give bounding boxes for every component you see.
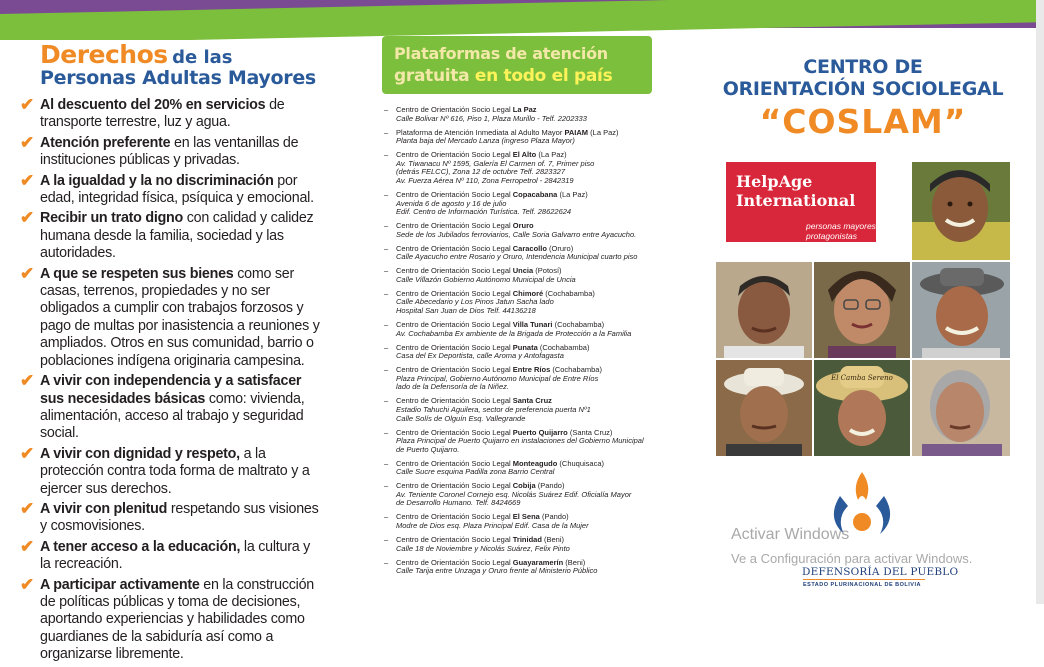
rights-title	[40, 40, 340, 89]
right-item-bold: A vivir con plenitud	[40, 500, 168, 517]
center-prefix: Centro de Orientación Socio Legal	[396, 320, 513, 329]
right-item-bold: A participar activamente	[40, 576, 200, 593]
photo-elderly-woman-smiling	[912, 162, 1010, 260]
center-place: Copacabana	[512, 189, 558, 199]
center-address: Estadio Tahuchi Aguilera, sector de preferencia puerta Nº1 Calle Solís de Olguín Esq. Vallegrande	[396, 404, 591, 423]
center-prefix: Centro de Orientación Socio Legal	[396, 396, 513, 406]
center-address: Calle Tarija entre Unzaga y Oruro frente al Ministerio Público	[396, 566, 598, 576]
center-item	[384, 191, 654, 217]
center-place: El Sena	[512, 512, 540, 522]
dash-bullet: –	[384, 189, 389, 199]
center-prefix: Centro de Orientación Socio Legal	[396, 266, 513, 276]
page-edge	[1036, 0, 1044, 604]
helpage-tag1: personas mayores	[806, 221, 876, 231]
checkmark-icon: ✔	[20, 498, 34, 518]
dash-bullet: –	[384, 105, 389, 114]
photo-elderly-woman-hat	[716, 360, 812, 456]
center-item	[384, 460, 654, 477]
center-region: (Beni)	[541, 535, 565, 544]
center-prefix: Centro de Orientación Socio Legal	[396, 481, 513, 491]
helpage-logo	[726, 162, 876, 242]
rights-title-word: Derechos	[40, 40, 168, 69]
center-prefix: Centro de Orientación Socio Legal	[396, 365, 513, 375]
checkmark-icon: ✔	[20, 443, 34, 463]
right-item	[20, 574, 322, 664]
right-item-text: por edad, integridad física, psíquica y emocional.	[40, 172, 314, 207]
dash-bullet: –	[384, 221, 389, 231]
center-place: Punata	[512, 342, 538, 352]
right-item-text: a la protección contra toda forma de maltrato y a ejercer sus derechos.	[40, 445, 310, 497]
activation-watermark-subtitle: Ve a Configuración para activar Windows.	[731, 551, 973, 566]
center-address: Calle Ayacucho entre Rosario y Oruro, Intendencia Municipal cuarto piso	[396, 252, 638, 262]
photo-elderly-woman-glasses	[814, 262, 910, 358]
right-item	[20, 97, 322, 132]
dash-bullet: –	[384, 427, 389, 437]
center-address: Plaza Principal, Gobierno Autónomo Municipal de Entre Ríos lado de la Defensoría de la Niñez.	[396, 373, 599, 392]
dash-bullet: –	[384, 557, 389, 567]
right-item-text: respetando sus visiones y cosmovisiones.	[40, 500, 319, 535]
center-region: (Beni)	[563, 557, 586, 567]
center-place: Oruro	[512, 221, 534, 231]
center-address: Casa del Ex Deportista, calle Aroma y Antofagasta	[396, 351, 564, 361]
top-color-band	[0, 0, 1044, 40]
center-item	[384, 222, 654, 239]
center-region: (Cochabamba)	[537, 342, 590, 352]
center-region: (Chuquisaca)	[557, 458, 605, 468]
right-item	[20, 373, 322, 443]
dash-bullet: –	[384, 150, 389, 160]
center-address: Av. Teniente Coronel Cornejo esq. Nicolás Suárez Edif. Oficialía Mayor de Desarrollo Humano. Telf. 8424669	[396, 489, 632, 508]
center-place: El Alto	[512, 150, 537, 160]
right-item	[20, 132, 322, 170]
center-address: Sede de los Jubilados ferroviarios, Calle Soria Galvarro entre Ayacucho.	[396, 229, 637, 239]
center-address: Calle Villazón Gobierno Autónomo Municipal de Uncia	[396, 274, 576, 284]
dash-bullet: –	[384, 396, 389, 406]
center-address: Av. Cochabamba Ex ambiente de la Brigada de Protección a la Familia	[396, 328, 632, 338]
right-item-bold: Recibir un trato digno	[40, 210, 184, 227]
center-region: (Potosí)	[533, 266, 562, 276]
right-item-bold: Atención preferente	[40, 134, 171, 151]
center-prefix: Centro de Orientación Socio Legal	[396, 512, 513, 522]
center-place: Caracollo	[512, 243, 547, 253]
center-prefix: Centro de Orientación Socio Legal	[396, 458, 513, 468]
helpage-tag2: protagonistas	[806, 230, 858, 241]
banner-line2	[394, 66, 612, 86]
photo-elderly-man-hat-1	[912, 262, 1010, 358]
right-item-bold: A que se respeten sus bienes	[40, 265, 234, 282]
center-address: Calle Sucre esquina Padilla zona Barrio Central	[396, 467, 555, 477]
defensoria-divider	[803, 579, 925, 580]
right-item-text: como: vivienda, alimentación, acceso al trabajo y seguridad social.	[40, 390, 305, 442]
checkmark-icon: ✔	[20, 371, 34, 391]
defensoria-name: DEFENSORÍA DEL PUEBLO	[802, 566, 959, 578]
checkmark-icon: ✔	[20, 95, 34, 114]
center-item	[384, 536, 654, 553]
right-item	[20, 443, 322, 498]
banner-line1: Plataformas de atención	[394, 44, 608, 63]
center-prefix: Centro de Orientación Socio Legal	[396, 535, 513, 544]
center-item	[384, 344, 654, 361]
center-address: Av. Tiwanacu Nº 1595, Galería El Carmen of. 7, Primer piso (detrás FELCC), Zona 12 de octubre Telf. 2823327 Av. Fuerza Aérea Nº 110, Zona Ferropetrol - 2842319	[396, 158, 595, 185]
checkmark-icon: ✔	[20, 574, 34, 594]
right-item	[20, 536, 322, 574]
checkmark-icon: ✔	[20, 263, 34, 283]
banner-line2b: en todo el país	[469, 66, 613, 86]
center-place: Cobija	[512, 481, 536, 491]
right-item	[20, 210, 322, 262]
right-item-text: la cultura y la recreación.	[40, 538, 311, 573]
dash-bullet: –	[384, 535, 389, 544]
center-place: La Paz	[512, 105, 537, 114]
center-place: Monteagudo	[512, 458, 558, 468]
center-address: Calle 18 de Noviembre y Nicolás Suárez, Felix Pinto	[396, 543, 570, 553]
center-place: Puerto Quijarro	[512, 427, 568, 437]
center-prefix: Centro de Orientación Socio Legal	[396, 105, 513, 114]
center-address: Calle Bolivar Nº 616, Piso 1, Plaza Murillo - Telf. 2202333	[396, 113, 587, 123]
rights-list	[20, 97, 322, 667]
center-item	[384, 513, 654, 530]
cover-column	[714, 36, 1014, 604]
center-prefix: Centro de Orientación Socio Legal	[396, 427, 513, 437]
center-prefix: Centro de Orientación Socio Legal	[396, 342, 513, 352]
right-item-bold: A vivir con independencia y a satisfacer sus necesidades básicas	[40, 373, 302, 407]
helpage-name	[736, 172, 855, 210]
photo-elderly-man-1	[716, 262, 812, 358]
center-region: (Pando)	[535, 481, 565, 491]
center-place: PAIAM	[564, 127, 589, 137]
center-prefix: Centro de Orientación Socio Legal	[396, 288, 513, 298]
center-item	[384, 129, 654, 146]
center-region: (Cochabamba)	[550, 365, 602, 375]
center-region: (Santa Cruz)	[567, 427, 613, 437]
center-prefix: Plataforma de Atención Inmediata al Adulto Mayor	[396, 127, 565, 137]
center-place: Santa Cruz	[512, 396, 552, 406]
center-place: Entre Ríos	[512, 365, 551, 375]
platforms-banner	[382, 36, 652, 94]
right-item-bold: A la igualdad y la no discriminación	[40, 172, 274, 189]
center-address: Plaza Principal de Puerto Quijarro en instalaciones del Gobierno Municipal de Puerto Quijarro.	[396, 436, 644, 454]
dash-bullet: –	[384, 320, 389, 329]
right-item-bold: A tener acceso a la educación,	[40, 538, 241, 555]
center-prefix: Centro de Orientación Socio Legal	[396, 243, 513, 253]
center-item	[384, 482, 654, 508]
center-prefix: Centro de Orientación Socio Legal	[396, 189, 513, 199]
center-region: (Oruro)	[546, 243, 574, 253]
hat-text: El Camba Sereno	[831, 374, 893, 382]
right-item-bold: Al descuento del 20% en servicios	[40, 97, 266, 113]
center-item	[384, 245, 654, 262]
checkmark-icon: ✔	[20, 536, 34, 556]
center-address: Planta baja del Mercado Lanza (ingreso Plaza Mayor)	[396, 136, 575, 146]
photo-elderly-man-straw-hat	[814, 360, 910, 456]
cover-title-line1: CENTRO DE	[803, 56, 923, 78]
center-item	[384, 429, 654, 455]
center-region: (Cochabamba)	[543, 288, 595, 298]
center-item	[384, 151, 654, 185]
center-place: Uncia	[512, 266, 534, 276]
center-place: Chimoré	[512, 288, 544, 298]
center-region: (Pando)	[539, 512, 569, 522]
right-item	[20, 170, 322, 208]
right-item-text: con calidad y calidez humana desde la familia, sociedad y las autoridades.	[40, 210, 314, 262]
center-region: (La Paz)	[536, 150, 567, 160]
dash-bullet: –	[384, 243, 389, 253]
rights-title-connector: de las	[172, 47, 233, 68]
right-item-text: en la construcción de políticas públicas y toma de decisiones, aportando experiencias y habilidades como guardianes de la sabiduría así como a organizarse libremente.	[40, 576, 315, 663]
center-item	[384, 366, 654, 392]
checkmark-icon: ✔	[20, 208, 34, 228]
dash-bullet: –	[384, 288, 389, 298]
activation-watermark-title: Activar Windows	[731, 526, 850, 543]
right-item	[20, 263, 322, 370]
center-prefix: Centro de Orientación Socio Legal	[396, 557, 513, 567]
center-item	[384, 559, 654, 576]
cover-title-line2: ORIENTACIÓN SOCIOLEGAL	[722, 78, 1004, 100]
center-region: (Cochabamba)	[552, 320, 605, 329]
cover-title-coslam: “COSLAM”	[759, 102, 967, 141]
centers-column	[380, 36, 660, 604]
right-item-text: de transporte terrestre, luz y agua.	[40, 97, 285, 131]
centers-list	[384, 106, 654, 581]
center-place: Guayaramerín	[512, 557, 564, 567]
dash-bullet: –	[384, 458, 389, 468]
helpage-line1: HelpAge	[736, 172, 813, 191]
right-item-text: en las ventanillas de instituciones públicas y privadas.	[40, 134, 299, 169]
rights-title-line2: Personas Adultas Mayores	[40, 67, 316, 89]
dash-bullet: –	[384, 342, 389, 352]
right-item-bold: A vivir con dignidad y respeto,	[40, 445, 240, 462]
helpage-line2: International	[736, 191, 856, 210]
helpage-tagline	[806, 222, 876, 241]
center-item	[384, 397, 654, 423]
right-item	[20, 498, 322, 536]
dash-bullet: –	[384, 512, 389, 522]
center-region: (La Paz)	[557, 189, 588, 199]
dash-bullet: –	[384, 481, 389, 491]
center-item	[384, 267, 654, 284]
center-item	[384, 106, 654, 123]
center-address: Avenida 6 de agosto y 16 de julio Edif. Centro de Información Turística. Telf. 28622624	[396, 198, 572, 217]
center-prefix: Centro de Orientación Socio Legal	[396, 150, 513, 160]
dash-bullet: –	[384, 266, 389, 276]
dash-bullet: –	[384, 365, 389, 375]
center-address: Calle Abecedario y Los Pinos Jatun Sacha lado Hospital San Juan de Dios Telf. 44136218	[396, 297, 554, 316]
center-address: Modre de Dios esq. Plaza Principal Edif. Casa de la Mujer	[396, 521, 589, 531]
photo-elderly-woman-white-hair	[912, 360, 1010, 456]
checkmark-icon: ✔	[20, 132, 34, 152]
center-prefix: Centro de Orientación Socio Legal	[396, 221, 513, 231]
center-region: (La Paz)	[588, 127, 619, 137]
center-item	[384, 321, 654, 338]
right-item-text: como ser casas, terrenos, propiedades y no ser obligados a cumplir con trabajos forzosos y pago de multas por inasistencia a reuniones y ampliados. Otros en sus comunidad, barrio o poblaciones indígena originaria campesina.	[40, 265, 320, 369]
banner-line2a: gratuita	[394, 66, 470, 86]
checkmark-icon: ✔	[20, 170, 34, 190]
center-place: Trinidad	[512, 535, 542, 544]
rights-column	[20, 40, 330, 663]
defensoria-subtitle: ESTADO PLURINACIONAL DE BOLIVIA	[803, 582, 921, 588]
dash-bullet: –	[384, 127, 389, 137]
center-place: Villa Tunari	[512, 320, 553, 329]
center-item	[384, 290, 654, 316]
